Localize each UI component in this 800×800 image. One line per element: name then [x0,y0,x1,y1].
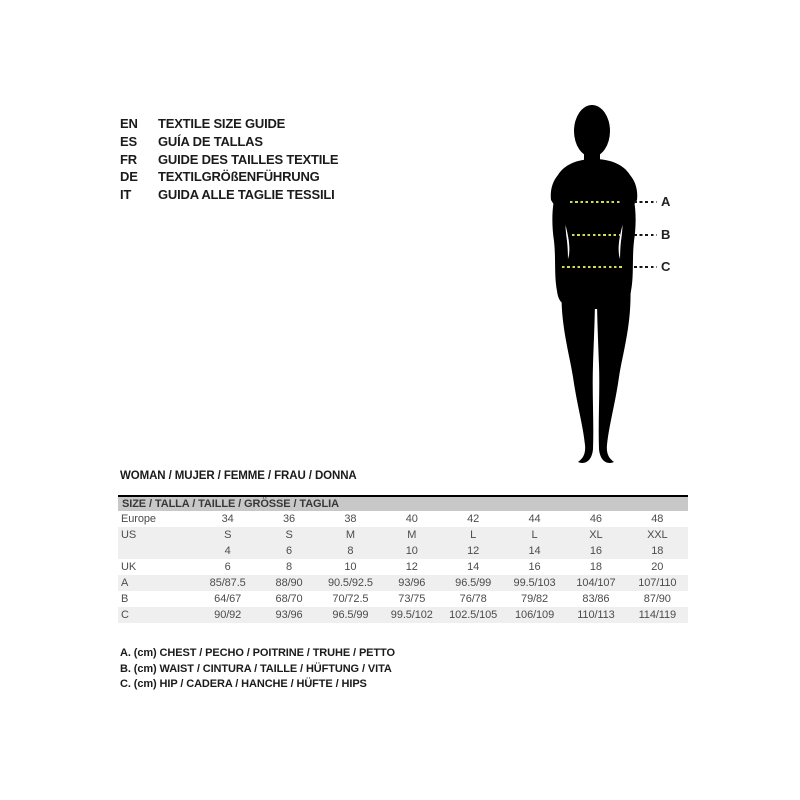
measurement-note: C. (cm) HIP / CADERA / HANCHE / HÜFTE / HIPS [120,678,367,691]
size-cell: 46 [589,513,602,525]
size-cell: XL [589,529,603,541]
size-cell: 64/67 [214,593,242,605]
size-table-row [118,591,688,607]
size-cell: 6 [286,545,293,557]
measurement-note: B. (cm) WAIST / CINTURA / TAILLE / HÜFTUNG / VITA [120,662,392,675]
size-table-row [118,511,688,527]
size-cell: 10 [344,561,357,573]
woman-silhouette-icon [548,103,644,465]
size-cell: 106/109 [515,609,555,621]
size-cell: L [531,529,538,541]
size-cell: 99.5/102 [390,609,433,621]
size-cell: 83/86 [582,593,610,605]
size-table [118,495,688,623]
size-row-label: C [121,609,129,621]
size-cell: 40 [405,513,418,525]
size-cell: XXL [647,529,668,541]
language-row [120,133,338,151]
size-row-label: A [121,577,129,589]
size-cell: M [345,529,355,541]
language-title: TEXTILE SIZE GUIDE [158,116,286,131]
language-title: TEXTILGRÖßENFÜHRUNG [158,169,320,185]
size-cell: 48 [651,513,664,525]
size-cell: S [224,529,232,541]
size-row-label: B [121,593,129,605]
language-title: GUÍA DE TALLAS [158,133,263,149]
size-cell: 14 [467,561,480,573]
size-row-label: US [121,529,137,541]
size-cell: 70/72.5 [332,593,369,605]
size-cell: 8 [347,545,354,557]
size-table-row [118,543,688,559]
language-row [120,115,338,133]
size-table-row [118,527,688,543]
language-code: IT [120,187,132,203]
silhouette-right-leg [597,279,631,463]
size-row-label: Europe [121,513,156,525]
language-row [120,186,338,204]
size-cell: 104/107 [576,577,616,589]
size-cell: 102.5/105 [449,609,498,621]
size-table-row [118,607,688,623]
size-cell: 10 [405,545,418,557]
size-cell: 34 [221,513,234,525]
size-cell: 88/90 [275,577,303,589]
measure-label-a: A [661,194,671,209]
size-cell: 18 [589,561,602,573]
measurement-note: A. (cm) CHEST / PECHO / POITRINE / TRUHE / PETTO [120,647,395,659]
size-cell: 6 [224,561,231,573]
size-cell: 96.5/99 [455,577,492,589]
size-table-row [118,575,688,591]
size-cell: 114/119 [638,609,677,621]
language-title: GUIDA ALLE TAGLIE TESSILI [158,187,335,203]
language-title-list [120,115,338,204]
language-code: FR [120,151,137,167]
size-cell: 90/92 [214,609,242,621]
size-cell: 93/96 [275,609,303,621]
size-cell: 14 [528,545,541,557]
size-cell: L [470,529,477,541]
size-cell: 96.5/99 [332,609,369,621]
measurement-notes [120,646,395,693]
size-cell: 38 [344,513,357,525]
measure-label-b: B [661,227,671,242]
size-cell: 76/78 [459,593,487,605]
size-cell: 68/70 [275,593,303,605]
language-row [120,151,338,169]
size-cell: 20 [651,561,664,573]
measure-dash-outer-b [634,234,657,236]
size-cell: 16 [528,561,541,573]
measure-dash-body-b [572,234,620,236]
size-cell: 16 [589,545,602,557]
language-title: GUIDE DES TAILLES TEXTILE [158,151,339,167]
size-cell: 4 [224,545,231,557]
size-cell: 85/87.5 [209,577,246,589]
size-cell: M [407,529,417,541]
size-cell: 18 [651,545,664,557]
size-table-header: SIZE / TALLA / TAILLE / GRÖSSE / TAGLIA [118,496,688,511]
size-cell: 87/90 [643,593,671,605]
size-row-label [118,543,197,559]
size-cell: 44 [528,513,541,525]
measure-dash-body-c [562,266,623,268]
size-cell: 79/82 [521,593,549,605]
size-cell: 36 [283,513,296,525]
size-cell: S [285,529,293,541]
language-code: EN [120,116,138,131]
size-cell: 42 [467,513,480,525]
size-table-row [118,559,688,575]
size-cell: 107/110 [638,577,677,589]
size-cell: 12 [467,545,480,557]
language-code: DE [120,169,138,185]
size-cell: 90.5/92.5 [327,577,373,589]
size-cell: 110/113 [577,609,615,621]
size-cell: 93/96 [398,577,426,589]
size-cell: 12 [405,561,418,573]
language-row [120,168,338,186]
size-row-label: UK [121,561,137,573]
measure-dash-body-a [570,201,622,203]
size-cell: 99.5/103 [513,577,556,589]
size-table-header-row [118,496,688,511]
measure-label-c: C [661,259,671,274]
measure-dash-outer-a [634,201,657,203]
measure-dash-outer-c [634,266,657,268]
silhouette-left-leg [561,279,595,463]
section-title: WOMAN / MUJER / FEMME / FRAU / DONNA [120,470,357,482]
size-cell: 8 [286,561,293,573]
size-cell: 73/75 [398,593,426,605]
language-code: ES [120,133,137,149]
